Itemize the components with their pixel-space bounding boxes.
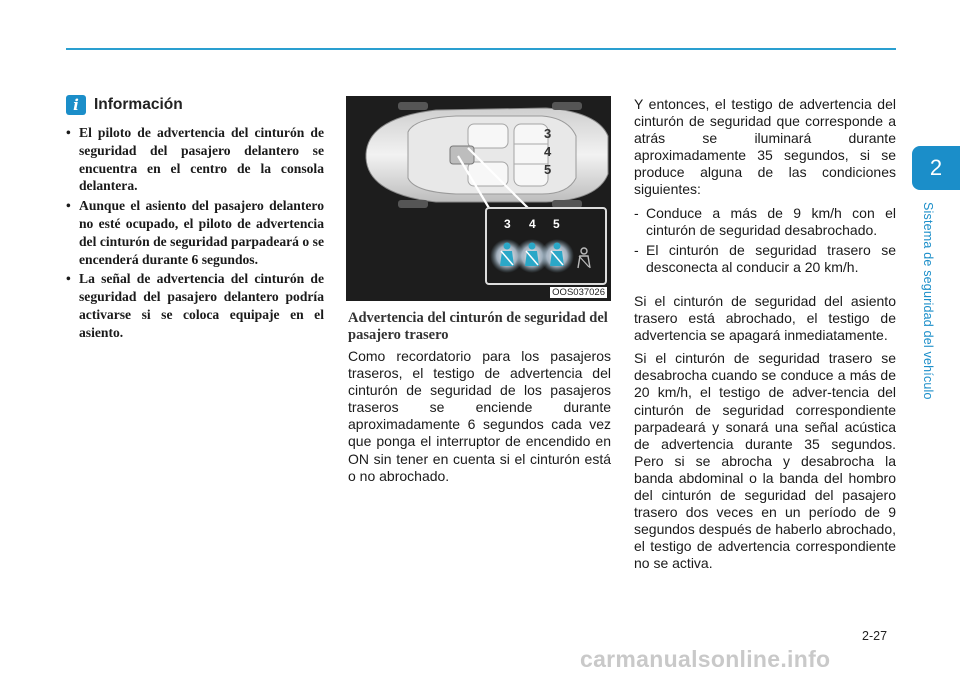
- right-paragraph-2: Si el cinturón de seguridad del asiento trasero está abrochado, el testigo de advertencia se apagará inmediatamente.: [634, 292, 896, 344]
- page-number: 2-27: [862, 629, 888, 643]
- car-seatbelt-figure: [346, 96, 611, 301]
- right-column: [634, 96, 896, 578]
- seat-number-4: 4: [544, 144, 552, 159]
- section-title: Advertencia del cinturón de seguridad del pasajero trasero: [348, 310, 608, 343]
- info-heading: [66, 95, 183, 115]
- chapter-tab[interactable]: [912, 146, 960, 190]
- seatbelt-warning-icon: [540, 239, 574, 273]
- figure-code: OOS037026: [552, 287, 605, 298]
- condition-item: - El cinturón de seguridad trasero se desconecta al conducir a 20 km/h.: [634, 242, 896, 276]
- chapter-side-title: Sistema de seguridad del vehículo: [921, 202, 935, 400]
- header-rule: [66, 48, 896, 50]
- info-bullet-list: [66, 124, 324, 344]
- info-bullet: • La señal de advertencia del cinturón de seguridad del pasajero delantero podría activarse si se coloca equipaje en el asiento.: [66, 270, 324, 341]
- inset-number-3: 3: [504, 217, 511, 231]
- inset-number-4: 4: [529, 217, 536, 231]
- condition-item: - Conduce a más de 9 km/h con el cinturón de seguridad desabrochado.: [634, 205, 896, 239]
- section-paragraph: Como recordatorio para los pasajeros traseros, el testigo de advertencia del cinturón de seguridad de los pasajeros traseros se enciende durante aproximadamente 6 segundos cada vez que ponga el interruptor de encendido en ON sin tener en cuenta si el cinturón está o no abrochado.: [348, 348, 611, 484]
- info-bullet: • El piloto de advertencia del cinturón de seguridad del pasajero delantero se encuentra en el centro de la consola delantera.: [66, 124, 324, 195]
- info-icon: i: [66, 95, 86, 115]
- inset-number-5: 5: [553, 217, 560, 231]
- info-bullet: • Aunque el asiento del pasajero delantero no esté ocupado, el piloto de advertencia del cinturón de seguridad parpadeará o se encenderá durante 6 segundos.: [66, 197, 324, 268]
- watermark: carmanualsonline.info: [580, 646, 831, 672]
- right-intro-paragraph: Y entonces, el testigo de advertencia del cinturón de seguridad que corresponde a atrás se iluminará durante aproximadamente 35 segundos, si se produce alguna de las condiciones siguientes:: [634, 96, 896, 198]
- info-title: Información: [94, 96, 183, 113]
- seat-number-3: 3: [544, 126, 552, 141]
- chapter-number: 2: [929, 155, 943, 180]
- right-paragraph-3: Si el cinturón de seguridad trasero se desabrocha cuando se conduce a más de 20 km/h, el testigo de adver-tencia del cinturón de seguridad correspondiente parpadeará y sonará una señal acústica de advertencia durante 35 segundos. Pero si se abrocha y desabrocha la banda abdominal o la banda del hombro del cinturón de seguridad del pasajero trasero dos veces en un período de 9 segundos después de haberlo abrochado, el testigo de advertencia correspondiente no se activa.: [634, 350, 896, 572]
- seat-number-5: 5: [544, 162, 552, 177]
- condition-list: [634, 205, 896, 276]
- car-top-view-illustration: [346, 96, 611, 301]
